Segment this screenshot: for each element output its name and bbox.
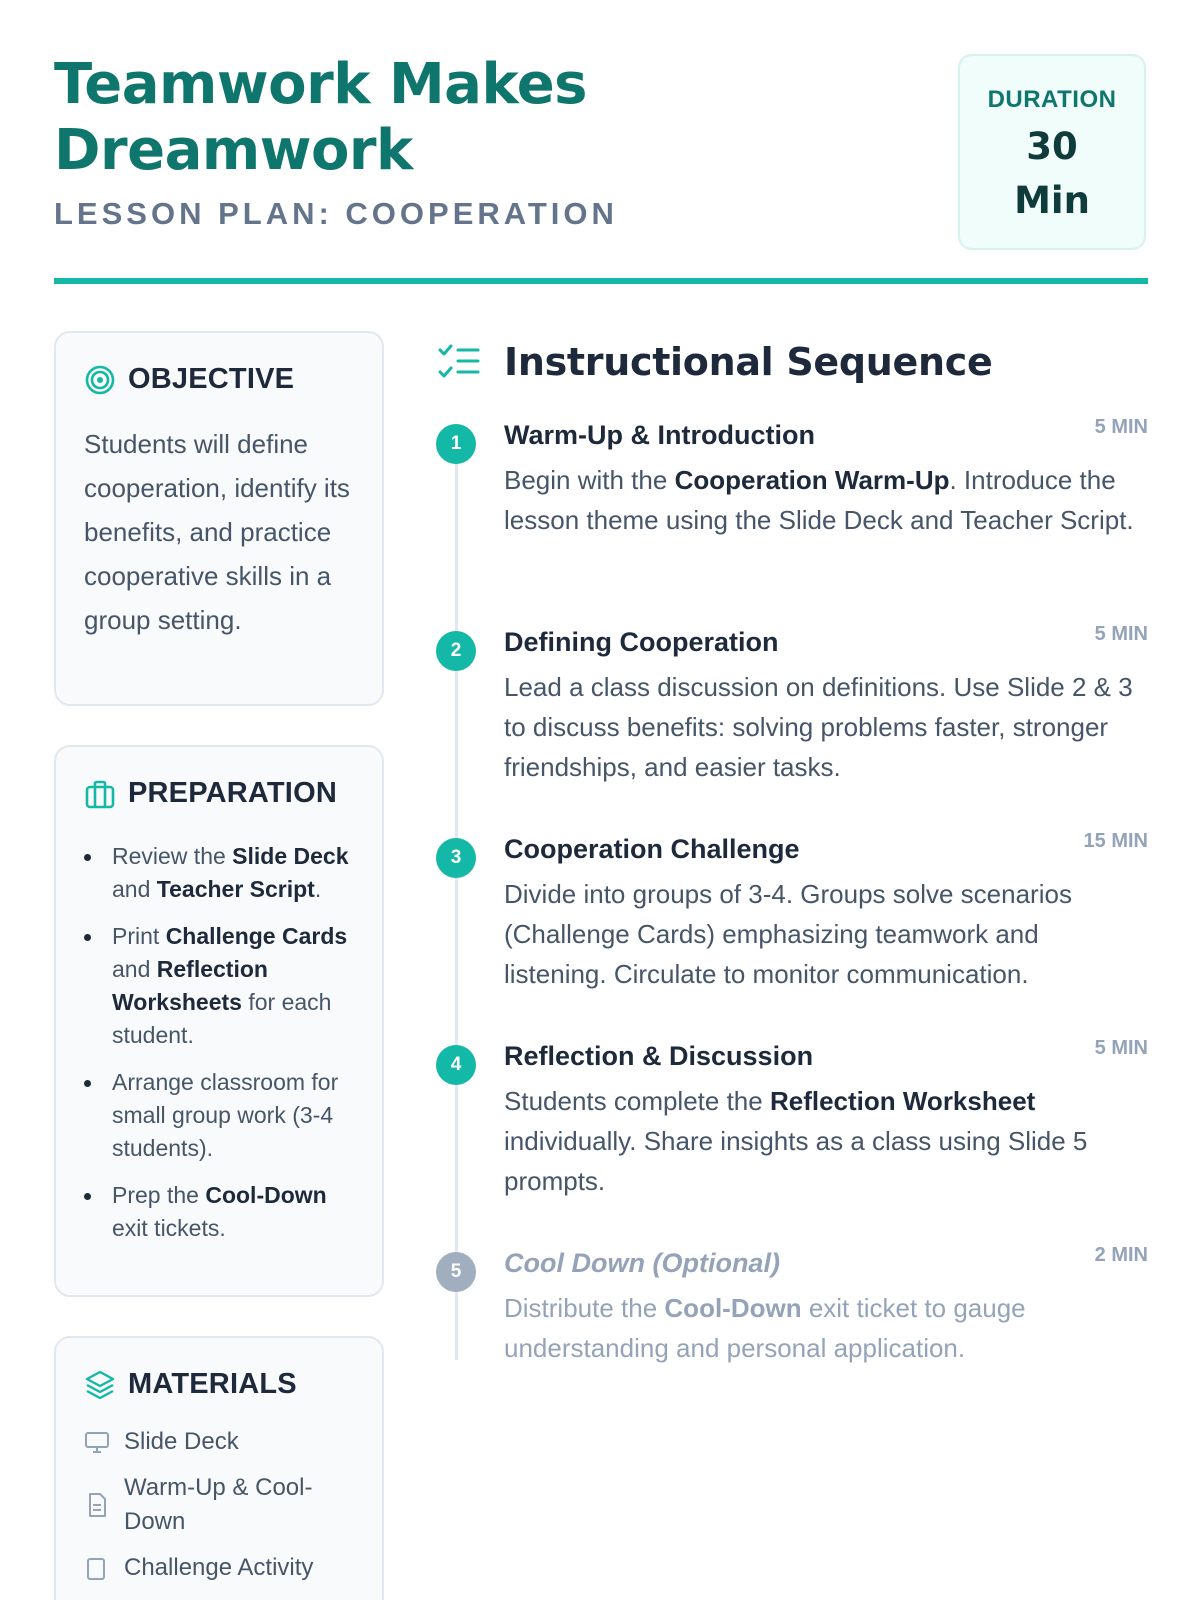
material-label: Warm-Up & Cool-Down [124,1474,313,1535]
step-duration: 5 MIN [1094,623,1148,645]
preparation-list [84,840,356,1245]
sequence-header [438,340,992,384]
document-icon [84,1492,110,1518]
duration-unit: Min [1014,179,1090,222]
list-item: Arrange classroom for small group work (3-4 students). [84,1066,356,1165]
sequence-title: Instructional Sequence [504,340,993,384]
step-duration: 5 MIN [1094,1037,1148,1059]
duration-badge [958,54,1146,250]
step-title: Reflection & Discussion [504,1041,814,1071]
duration-number: 30 [1026,125,1078,168]
step-title: Cool Down (Optional) [504,1248,780,1278]
preparation-card [54,745,384,1297]
duration-value [960,120,1144,228]
page-subtitle: LESSON PLAN: COOPERATION [54,196,618,231]
material-item [84,1425,356,1459]
preparation-title: PREPARATION [128,777,337,809]
material-label: Challenge Activity [124,1554,314,1581]
cards-icon [84,1555,110,1581]
checklist-icon [438,342,480,382]
duration-label: DURATION [987,86,1117,113]
step-duration: 2 MIN [1094,1244,1148,1266]
material-item [84,1551,356,1585]
materials-title: MATERIALS [128,1368,297,1400]
objective-text: Students will define cooperation, identify its benefits, and practice cooperative skills in a group setting. [84,429,350,635]
step-title: Warm-Up & Introduction [504,420,815,450]
objective-title: OBJECTIVE [128,363,295,395]
materials-header [84,1368,356,1401]
step-description: Students complete the Reflection Worksheet individually. Share insights as a class using Slide 5 prompts. [504,1086,1088,1196]
step-title: Defining Cooperation [504,627,779,657]
step-number: 3 [436,838,476,878]
step-number: 4 [436,1045,476,1085]
step-description: Begin with the Cooperation Warm-Up. Introduce the lesson theme using the Slide Deck and Teacher Script. [504,465,1134,535]
step-duration: 5 MIN [1094,416,1148,438]
lesson-header [54,52,1146,282]
timeline-line [455,452,458,1360]
objective-header [84,363,356,396]
step-number: 1 [436,424,476,464]
step-number: 5 [436,1252,476,1292]
step-description: Distribute the Cool-Down exit ticket to gauge understanding and personal application. [504,1293,1026,1363]
preparation-header [84,777,356,810]
step-description: Divide into groups of 3-4. Groups solve scenarios (Challenge Cards) emphasizing teamwork and listening. Circulate to monitor communication. [504,879,1072,989]
monitor-icon [84,1429,110,1455]
page-title: Teamwork Makes Dreamwork [54,52,588,183]
list-item: Prep the Cool-Down exit tickets. [84,1179,356,1245]
materials-card [54,1336,384,1600]
step-duration: 15 MIN [1083,830,1148,852]
step-description: Lead a class discussion on definitions. Use Slide 2 & 3 to discuss benefits: solving problems faster, stronger friendships, and easier tasks. [504,672,1133,782]
target-icon [84,364,116,396]
objective-card [54,331,384,706]
step-number: 2 [436,631,476,671]
layers-icon [84,1369,116,1401]
material-item [84,1471,356,1539]
list-item: Print Challenge Cards and Reflection Worksheets for each student. [84,920,356,1052]
materials-list [84,1425,356,1585]
list-item: Review the Slide Deck and Teacher Script. [84,840,356,906]
briefcase-icon [84,778,116,810]
header-divider [54,278,1148,284]
step-title: Cooperation Challenge [504,834,800,864]
material-label: Slide Deck [124,1428,239,1455]
